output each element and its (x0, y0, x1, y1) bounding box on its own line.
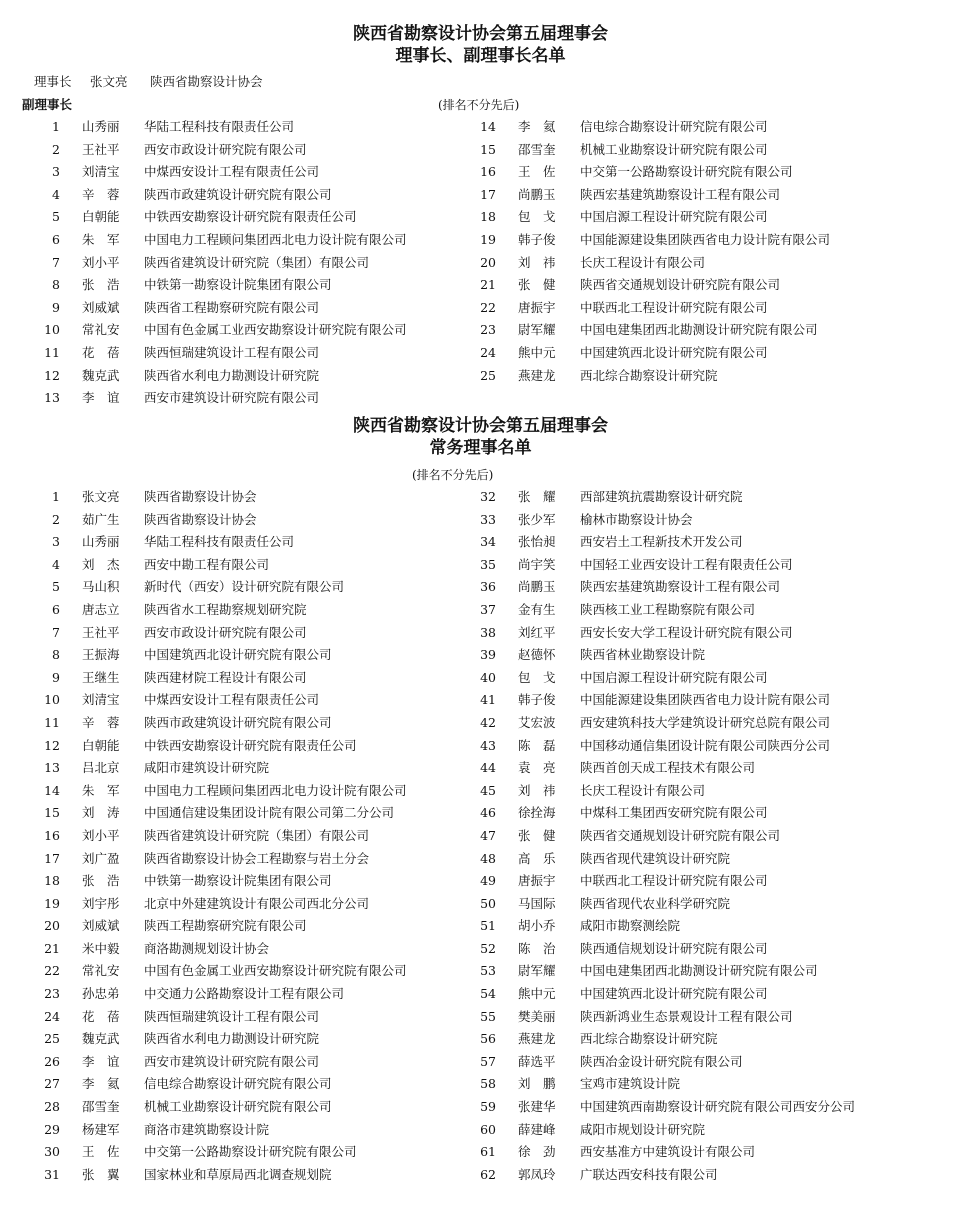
member-organization: 西部建筑抗震勘察设计研究院 (580, 489, 743, 504)
member-name: 常礼安 (82, 963, 120, 979)
member-number: 58 (480, 1076, 496, 1092)
member-organization: 中国能源建设集团陕西省电力设计院有限公司 (580, 692, 831, 708)
member-organization: 中联西北工程设计研究院有限公司 (580, 299, 768, 315)
member-number: 53 (480, 963, 496, 979)
member-number: 46 (480, 805, 496, 821)
member-number: 51 (480, 918, 496, 934)
member-name: 艾宏波 (518, 714, 556, 730)
member-organization: 中煤西安设计工程有限责任公司 (144, 164, 320, 180)
member-name: 孙忠弟 (82, 986, 120, 1002)
member-name: 刘 杰 (82, 556, 120, 572)
member-name: 辛 蓉 (82, 714, 120, 730)
member-organization: 北京中外建建筑设计有限公司西北分公司 (144, 895, 370, 911)
member-number: 45 (480, 782, 496, 798)
member-name: 张 浩 (82, 873, 120, 889)
member-number: 10 (44, 692, 60, 708)
member-name: 李 氦 (82, 1076, 120, 1092)
member-name: 白朝能 (82, 737, 120, 753)
section1-subtitle: 理事长、副理事长名单 (395, 46, 566, 66)
member-number: 9 (52, 669, 60, 685)
member-number: 10 (44, 322, 60, 338)
member-number: 56 (480, 1031, 496, 1047)
member-number: 50 (480, 895, 496, 911)
member-organization: 陕西首创天成工程技术有限公司 (580, 760, 756, 776)
member-name: 常礼安 (82, 322, 120, 338)
section1-title: 陕西省勘察设计协会第五届理事会 (353, 24, 608, 44)
member-name: 刘广盈 (82, 850, 120, 866)
member-number: 37 (480, 601, 496, 617)
member-name: 刘小平 (82, 254, 120, 270)
member-number: 5 (52, 579, 60, 595)
member-organization: 陕西恒瑞建筑设计工程有限公司 (144, 1008, 320, 1024)
member-name: 马山积 (82, 579, 120, 595)
member-organization: 中铁第一勘察设计院集团有限公司 (144, 277, 332, 293)
member-organization: 西安中勘工程有限公司 (144, 556, 270, 572)
member-number: 7 (52, 624, 60, 640)
member-organization: 新时代（西安）设计研究院有限公司 (144, 579, 345, 595)
member-organization: 陕西省现代建筑设计研究院 (580, 850, 731, 866)
member-number: 36 (480, 579, 496, 595)
member-number: 3 (52, 164, 60, 180)
member-name: 张 浩 (82, 277, 120, 293)
member-name: 燕建龙 (518, 367, 556, 383)
member-name: 张 健 (518, 277, 556, 293)
chairman-row (34, 72, 262, 92)
member-organization: 中铁第一勘察设计院集团有限公司 (144, 873, 332, 889)
member-name: 刘威斌 (82, 918, 120, 934)
member-organization: 信电综合勘察设计研究院有限公司 (580, 119, 768, 134)
member-organization: 中煤西安设计工程有限责任公司 (144, 692, 320, 708)
member-number: 24 (44, 1008, 60, 1024)
member-organization: 陕西宏基建筑勘察设计工程有限公司 (580, 186, 781, 202)
member-name: 刘宇彤 (82, 895, 120, 911)
member-organization: 陕西省交通规划设计研究院有限公司 (580, 277, 781, 293)
member-name: 唐振宇 (518, 299, 556, 315)
member-number: 13 (44, 390, 60, 406)
member-name: 刘 祎 (518, 782, 556, 798)
member-organization: 中国轻工业西安设计工程有限责任公司 (580, 556, 793, 572)
member-organization: 中交第一公路勘察设计研究院有限公司 (580, 164, 793, 180)
member-name: 赵德怀 (518, 647, 556, 663)
member-organization: 陕西冶金设计研究院有限公司 (580, 1053, 743, 1069)
vice-chairman-label: 副理事长 (22, 97, 73, 112)
member-organization: 西安基准方中建筑设计有限公司 (580, 1144, 756, 1160)
member-name: 薛选平 (518, 1053, 556, 1069)
member-name: 花 蓓 (82, 1008, 120, 1024)
member-name: 陈 治 (518, 940, 556, 956)
member-name: 魏克武 (82, 367, 120, 383)
member-name: 刘 祎 (518, 254, 556, 270)
member-name: 刘 涛 (82, 805, 120, 821)
member-name: 刘小平 (82, 827, 120, 843)
member-organization: 华陆工程科技有限责任公司 (144, 119, 295, 134)
member-name: 吕北京 (82, 760, 120, 776)
member-name: 韩子俊 (518, 231, 556, 247)
member-name: 刘红平 (518, 624, 556, 640)
member-name: 包 戈 (518, 209, 556, 225)
member-name: 陈 磊 (518, 737, 556, 753)
chairman-org: 陕西省勘察设计协会 (149, 74, 263, 89)
member-organization: 西安市建筑设计研究院有限公司 (144, 1053, 320, 1069)
member-organization: 陕西省勘察设计协会工程勘察与岩土分会 (144, 850, 370, 866)
member-organization: 中国电力工程顾问集团西北电力设计院有限公司 (144, 231, 407, 247)
member-organization: 西北综合勘察设计研究院 (580, 1031, 718, 1047)
member-number: 2 (52, 511, 60, 527)
member-name: 茹广生 (82, 511, 120, 527)
member-name: 刘清宝 (82, 692, 120, 708)
member-number: 16 (44, 827, 60, 843)
member-organization: 中国通信建设集团设计院有限公司第二分公司 (144, 805, 395, 821)
member-number: 28 (44, 1099, 60, 1115)
member-number: 19 (480, 231, 496, 247)
member-number: 8 (52, 647, 60, 663)
member-name: 尚鹏玉 (518, 186, 556, 202)
section2-subtitle: 常务理事名单 (429, 438, 532, 458)
member-name: 唐振宇 (518, 873, 556, 889)
member-organization: 陕西核工业工程勘察院有限公司 (580, 601, 756, 617)
member-name: 李 谊 (82, 390, 120, 406)
member-organization: 信电综合勘察设计研究院有限公司 (144, 1076, 332, 1092)
member-number: 4 (52, 186, 60, 202)
member-organization: 陕西市政建筑设计研究院有限公司 (144, 714, 332, 730)
member-organization: 中国能源建设集团陕西省电力设计院有限公司 (580, 231, 831, 247)
member-number: 13 (44, 760, 60, 776)
member-number: 16 (480, 164, 496, 180)
member-organization: 中交通力公路勘察设计工程有限公司 (144, 986, 345, 1002)
member-number: 17 (44, 850, 60, 866)
member-name: 薛建峰 (518, 1121, 556, 1137)
member-number: 8 (52, 277, 60, 293)
member-number: 62 (480, 1166, 496, 1182)
member-number: 1 (52, 489, 60, 504)
member-number: 21 (480, 277, 496, 293)
member-organization: 中国电建集团西北勘测设计研究院有限公司 (580, 322, 818, 338)
member-name: 樊美丽 (518, 1008, 556, 1024)
member-number: 42 (480, 714, 496, 730)
section2-title: 陕西省勘察设计协会第五届理事会 (353, 416, 608, 436)
member-organization: 商洛市建筑勘察设计院 (144, 1121, 270, 1137)
member-organization: 中国移动通信集团设计院有限公司陕西分公司 (580, 737, 831, 753)
member-name: 王社平 (82, 141, 120, 157)
member-name: 张文亮 (82, 489, 120, 504)
member-name: 熊中元 (518, 986, 556, 1002)
member-number: 6 (52, 601, 60, 617)
member-name: 邵雪奎 (518, 141, 556, 157)
member-number: 29 (44, 1121, 60, 1137)
member-organization: 中铁西安勘察设计研究院有限责任公司 (144, 209, 357, 225)
member-name: 魏克武 (82, 1031, 120, 1047)
member-number: 25 (480, 367, 496, 383)
member-name: 花 蓓 (82, 344, 120, 360)
member-organization: 西安建筑科技大学建筑设计研究总院有限公司 (580, 714, 831, 730)
member-number: 59 (480, 1099, 496, 1115)
member-number: 32 (480, 489, 496, 504)
member-name: 李 氦 (518, 119, 556, 134)
member-number: 47 (480, 827, 496, 843)
member-number: 48 (480, 850, 496, 866)
member-number: 11 (44, 714, 60, 730)
member-name: 王振海 (82, 647, 120, 663)
member-name: 尚鹏玉 (518, 579, 556, 595)
member-organization: 中铁西安勘察设计研究院有限责任公司 (144, 737, 357, 753)
member-number: 19 (44, 895, 60, 911)
member-organization: 陕西省勘察设计协会 (144, 489, 257, 504)
member-organization: 中国启源工程设计研究院有限公司 (580, 669, 768, 685)
member-number: 12 (44, 737, 60, 753)
member-number: 15 (44, 805, 60, 821)
member-name: 马国际 (518, 895, 556, 911)
member-number: 14 (44, 782, 60, 798)
member-name: 王 佐 (82, 1144, 120, 1160)
member-number: 12 (44, 367, 60, 383)
member-name: 邵雪奎 (82, 1099, 120, 1115)
member-organization: 中煤科工集团西安研究院有限公司 (580, 805, 768, 821)
member-name: 朱 军 (82, 231, 120, 247)
member-organization: 长庆工程设计有限公司 (580, 254, 706, 270)
member-number: 55 (480, 1008, 496, 1024)
member-number: 20 (480, 254, 496, 270)
chairman-name: 张文亮 (89, 74, 128, 89)
member-number: 35 (480, 556, 496, 572)
member-number: 9 (52, 299, 60, 315)
member-name: 杨建军 (82, 1121, 120, 1137)
member-number: 38 (480, 624, 496, 640)
member-number: 23 (44, 986, 60, 1002)
member-organization: 陕西省交通规划设计研究院有限公司 (580, 827, 781, 843)
member-number: 22 (44, 963, 60, 979)
member-organization: 陕西省建筑设计研究院（集团）有限公司 (144, 827, 370, 843)
member-number: 17 (480, 186, 496, 202)
member-number: 60 (480, 1121, 496, 1137)
member-organization: 西北综合勘察设计研究院 (580, 367, 718, 383)
member-organization: 国家林业和草原局西北调查规划院 (144, 1166, 332, 1182)
member-organization: 西安岩土工程新技术开发公司 (580, 534, 743, 550)
member-name: 尚宇笑 (518, 556, 556, 572)
member-number: 26 (44, 1053, 60, 1069)
member-name: 高 乐 (518, 850, 556, 866)
member-name: 张 翼 (82, 1166, 120, 1182)
member-organization: 西安长安大学工程设计研究院有限公司 (580, 624, 793, 640)
member-name: 辛 蓉 (82, 186, 120, 202)
member-organization: 陕西省水利电力勘测设计研究院 (144, 367, 320, 383)
member-number: 39 (480, 647, 496, 663)
member-number: 44 (480, 760, 496, 776)
member-name: 山秀丽 (82, 119, 120, 134)
member-organization: 中国有色金属工业西安勘察设计研究院有限公司 (144, 963, 407, 979)
member-number: 49 (480, 873, 496, 889)
member-organization: 宝鸡市建筑设计院 (580, 1076, 681, 1092)
member-name: 山秀丽 (82, 534, 120, 550)
member-organization: 中国建筑西北设计研究院有限公司 (144, 647, 332, 663)
member-name: 尉军耀 (518, 963, 556, 979)
section1-ranking-note: (排名不分先后) (438, 98, 520, 112)
member-number: 31 (44, 1166, 60, 1182)
member-organization: 广联达西安科技有限公司 (580, 1166, 718, 1182)
member-number: 3 (52, 534, 60, 550)
member-name: 燕建龙 (518, 1031, 556, 1047)
member-name: 张少军 (518, 511, 556, 527)
member-organization: 陕西省现代农业科学研究院 (580, 895, 731, 911)
member-organization: 西安市政设计研究院有限公司 (144, 141, 307, 157)
member-number: 33 (480, 511, 496, 527)
member-number: 14 (480, 119, 496, 134)
section2-ranking-note: (排名不分先后) (412, 468, 494, 482)
member-name: 王继生 (82, 669, 120, 685)
member-number: 34 (480, 534, 496, 550)
member-number: 11 (44, 344, 60, 360)
member-organization: 中国有色金属工业西安勘察设计研究院有限公司 (144, 322, 407, 338)
member-organization: 咸阳市勘察测绘院 (580, 918, 681, 934)
member-organization: 中交第一公路勘察设计研究院有限公司 (144, 1144, 357, 1160)
member-organization: 陕西宏基建筑勘察设计工程有限公司 (580, 579, 781, 595)
member-number: 6 (52, 231, 60, 247)
member-name: 王社平 (82, 624, 120, 640)
member-number: 52 (480, 940, 496, 956)
member-number: 61 (480, 1144, 496, 1160)
member-number: 7 (52, 254, 60, 270)
member-organization: 商洛勘测规划设计协会 (144, 940, 270, 956)
member-organization: 长庆工程设计有限公司 (580, 782, 706, 798)
member-organization: 机械工业勘察设计研究院有限公司 (144, 1099, 332, 1115)
member-number: 4 (52, 556, 60, 572)
member-name: 胡小乔 (518, 918, 556, 934)
member-number: 41 (480, 692, 496, 708)
member-organization: 陕西工程勘察研究院有限公司 (144, 918, 307, 934)
member-organization: 中国启源工程设计研究院有限公司 (580, 209, 768, 225)
member-organization: 华陆工程科技有限责任公司 (144, 534, 295, 550)
member-organization: 陕西通信规划设计研究院有限公司 (580, 940, 768, 956)
member-number: 1 (52, 119, 60, 134)
member-name: 朱 军 (82, 782, 120, 798)
member-name: 金有生 (518, 601, 556, 617)
member-organization: 榆林市勘察设计协会 (580, 511, 693, 527)
member-organization: 咸阳市规划设计研究院 (580, 1121, 706, 1137)
member-organization: 机械工业勘察设计研究院有限公司 (580, 141, 768, 157)
member-organization: 陕西省水工程勘察规划研究院 (144, 601, 307, 617)
member-number: 5 (52, 209, 60, 225)
member-organization: 陕西省水利电力勘测设计研究院 (144, 1031, 320, 1047)
member-number: 24 (480, 344, 496, 360)
member-organization: 西安市政设计研究院有限公司 (144, 624, 307, 640)
member-name: 郭凤玲 (518, 1166, 556, 1182)
member-number: 20 (44, 918, 60, 934)
member-organization: 陕西新鸿业生态景观设计工程有限公司 (580, 1008, 793, 1024)
member-organization: 中联西北工程设计研究院有限公司 (580, 873, 768, 889)
member-name: 韩子俊 (518, 692, 556, 708)
member-number: 22 (480, 299, 496, 315)
member-name: 王 佐 (518, 164, 556, 180)
member-name: 唐志立 (82, 601, 120, 617)
member-name: 包 戈 (518, 669, 556, 685)
member-name: 张怡昶 (518, 534, 556, 550)
member-organization: 中国建筑西北设计研究院有限公司 (580, 344, 768, 360)
member-organization: 中国电力工程顾问集团西北电力设计院有限公司 (144, 782, 407, 798)
member-organization: 中国建筑西南勘察设计研究院有限公司西安分公司 (580, 1099, 856, 1115)
member-number: 40 (480, 669, 496, 685)
member-organization: 中国电建集团西北勘测设计研究院有限公司 (580, 963, 818, 979)
member-number: 43 (480, 737, 496, 753)
member-number: 54 (480, 986, 496, 1002)
member-number: 2 (52, 141, 60, 157)
member-organization: 陕西省林业勘察设计院 (580, 647, 706, 663)
member-name: 张 健 (518, 827, 556, 843)
chairman-role: 理事长 (34, 74, 72, 89)
member-organization: 中国建筑西北设计研究院有限公司 (580, 986, 768, 1002)
member-organization: 西安市建筑设计研究院有限公司 (144, 390, 320, 406)
member-organization: 陕西恒瑞建筑设计工程有限公司 (144, 344, 320, 360)
member-name: 米中毅 (82, 940, 120, 956)
member-number: 57 (480, 1053, 496, 1069)
member-number: 18 (480, 209, 496, 225)
member-name: 尉军耀 (518, 322, 556, 338)
member-name: 熊中元 (518, 344, 556, 360)
member-organization: 陕西省建筑设计研究院（集团）有限公司 (144, 254, 370, 270)
member-name: 张建华 (518, 1099, 556, 1115)
member-name: 徐拴海 (518, 805, 556, 821)
member-number: 23 (480, 322, 496, 338)
member-number: 21 (44, 940, 60, 956)
member-organization: 陕西市政建筑设计研究院有限公司 (144, 186, 332, 202)
member-name: 刘清宝 (82, 164, 120, 180)
member-name: 袁 亮 (518, 760, 556, 776)
member-number: 27 (44, 1076, 60, 1092)
member-name: 刘 鹏 (518, 1076, 556, 1092)
member-organization: 咸阳市建筑设计研究院 (144, 760, 270, 776)
member-organization: 陕西省勘察设计协会 (144, 511, 257, 527)
member-name: 刘威斌 (82, 299, 120, 315)
member-name: 李 谊 (82, 1053, 120, 1069)
member-number: 30 (44, 1144, 60, 1160)
member-number: 15 (480, 141, 496, 157)
member-organization: 陕西建材院工程设计有限公司 (144, 669, 307, 685)
member-name: 张 耀 (518, 489, 556, 504)
member-organization: 陕西省工程勘察研究院有限公司 (144, 299, 320, 315)
member-name: 白朝能 (82, 209, 120, 225)
member-name: 徐 劲 (518, 1144, 556, 1160)
member-number: 18 (44, 873, 60, 889)
member-number: 25 (44, 1031, 60, 1047)
